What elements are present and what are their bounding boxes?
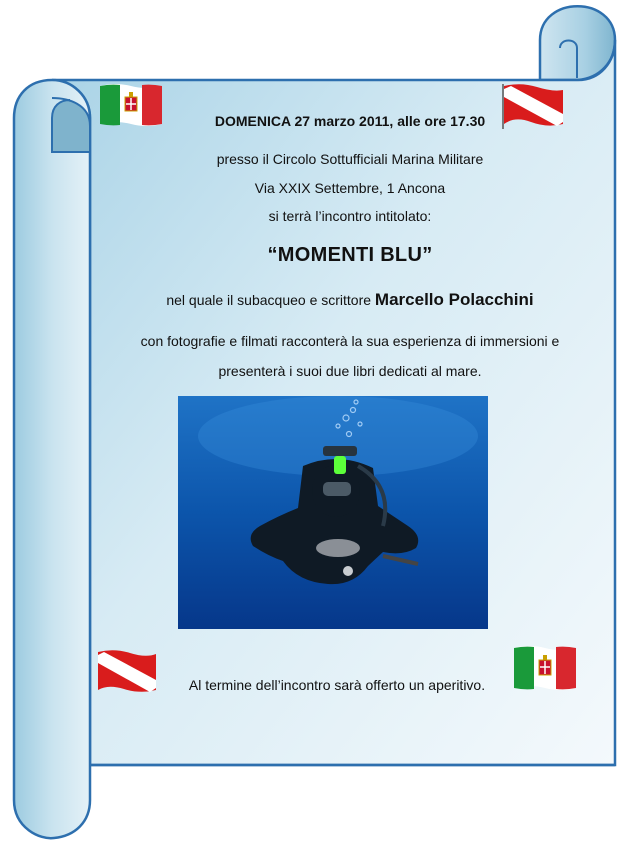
event-intro: si terrà l’incontro intitolato: — [268, 208, 432, 224]
details-line-2: presenterà i suoi due libri dedicati al mare. — [218, 363, 482, 379]
event-title: “MOMENTI BLU” — [267, 244, 433, 266]
diver-down-flag-icon — [96, 648, 158, 694]
details-line-1: con fotografie e filmati racconterà la sua esperienza di immersioni e — [140, 333, 560, 349]
event-venue: presso il Circolo Sottufficiali Marina Militare — [216, 151, 484, 167]
italian-navy-flag-icon — [512, 644, 578, 692]
scuba-diver-photo — [178, 396, 488, 629]
footer-note: Al termine dell’incontro sarà offerto un aperitivo. — [188, 677, 486, 693]
event-date: DOMENICA 27 marzo 2011, alle ore 17.30 — [214, 113, 486, 129]
scroll-left-roll — [14, 80, 90, 838]
event-address: Via XXIX Settembre, 1 Ancona — [254, 180, 446, 196]
author-name: Marcello Polacchini — [374, 290, 534, 309]
description-prefix: nel quale il subacqueo e scrittore — [166, 292, 375, 308]
event-description — [90, 290, 610, 310]
